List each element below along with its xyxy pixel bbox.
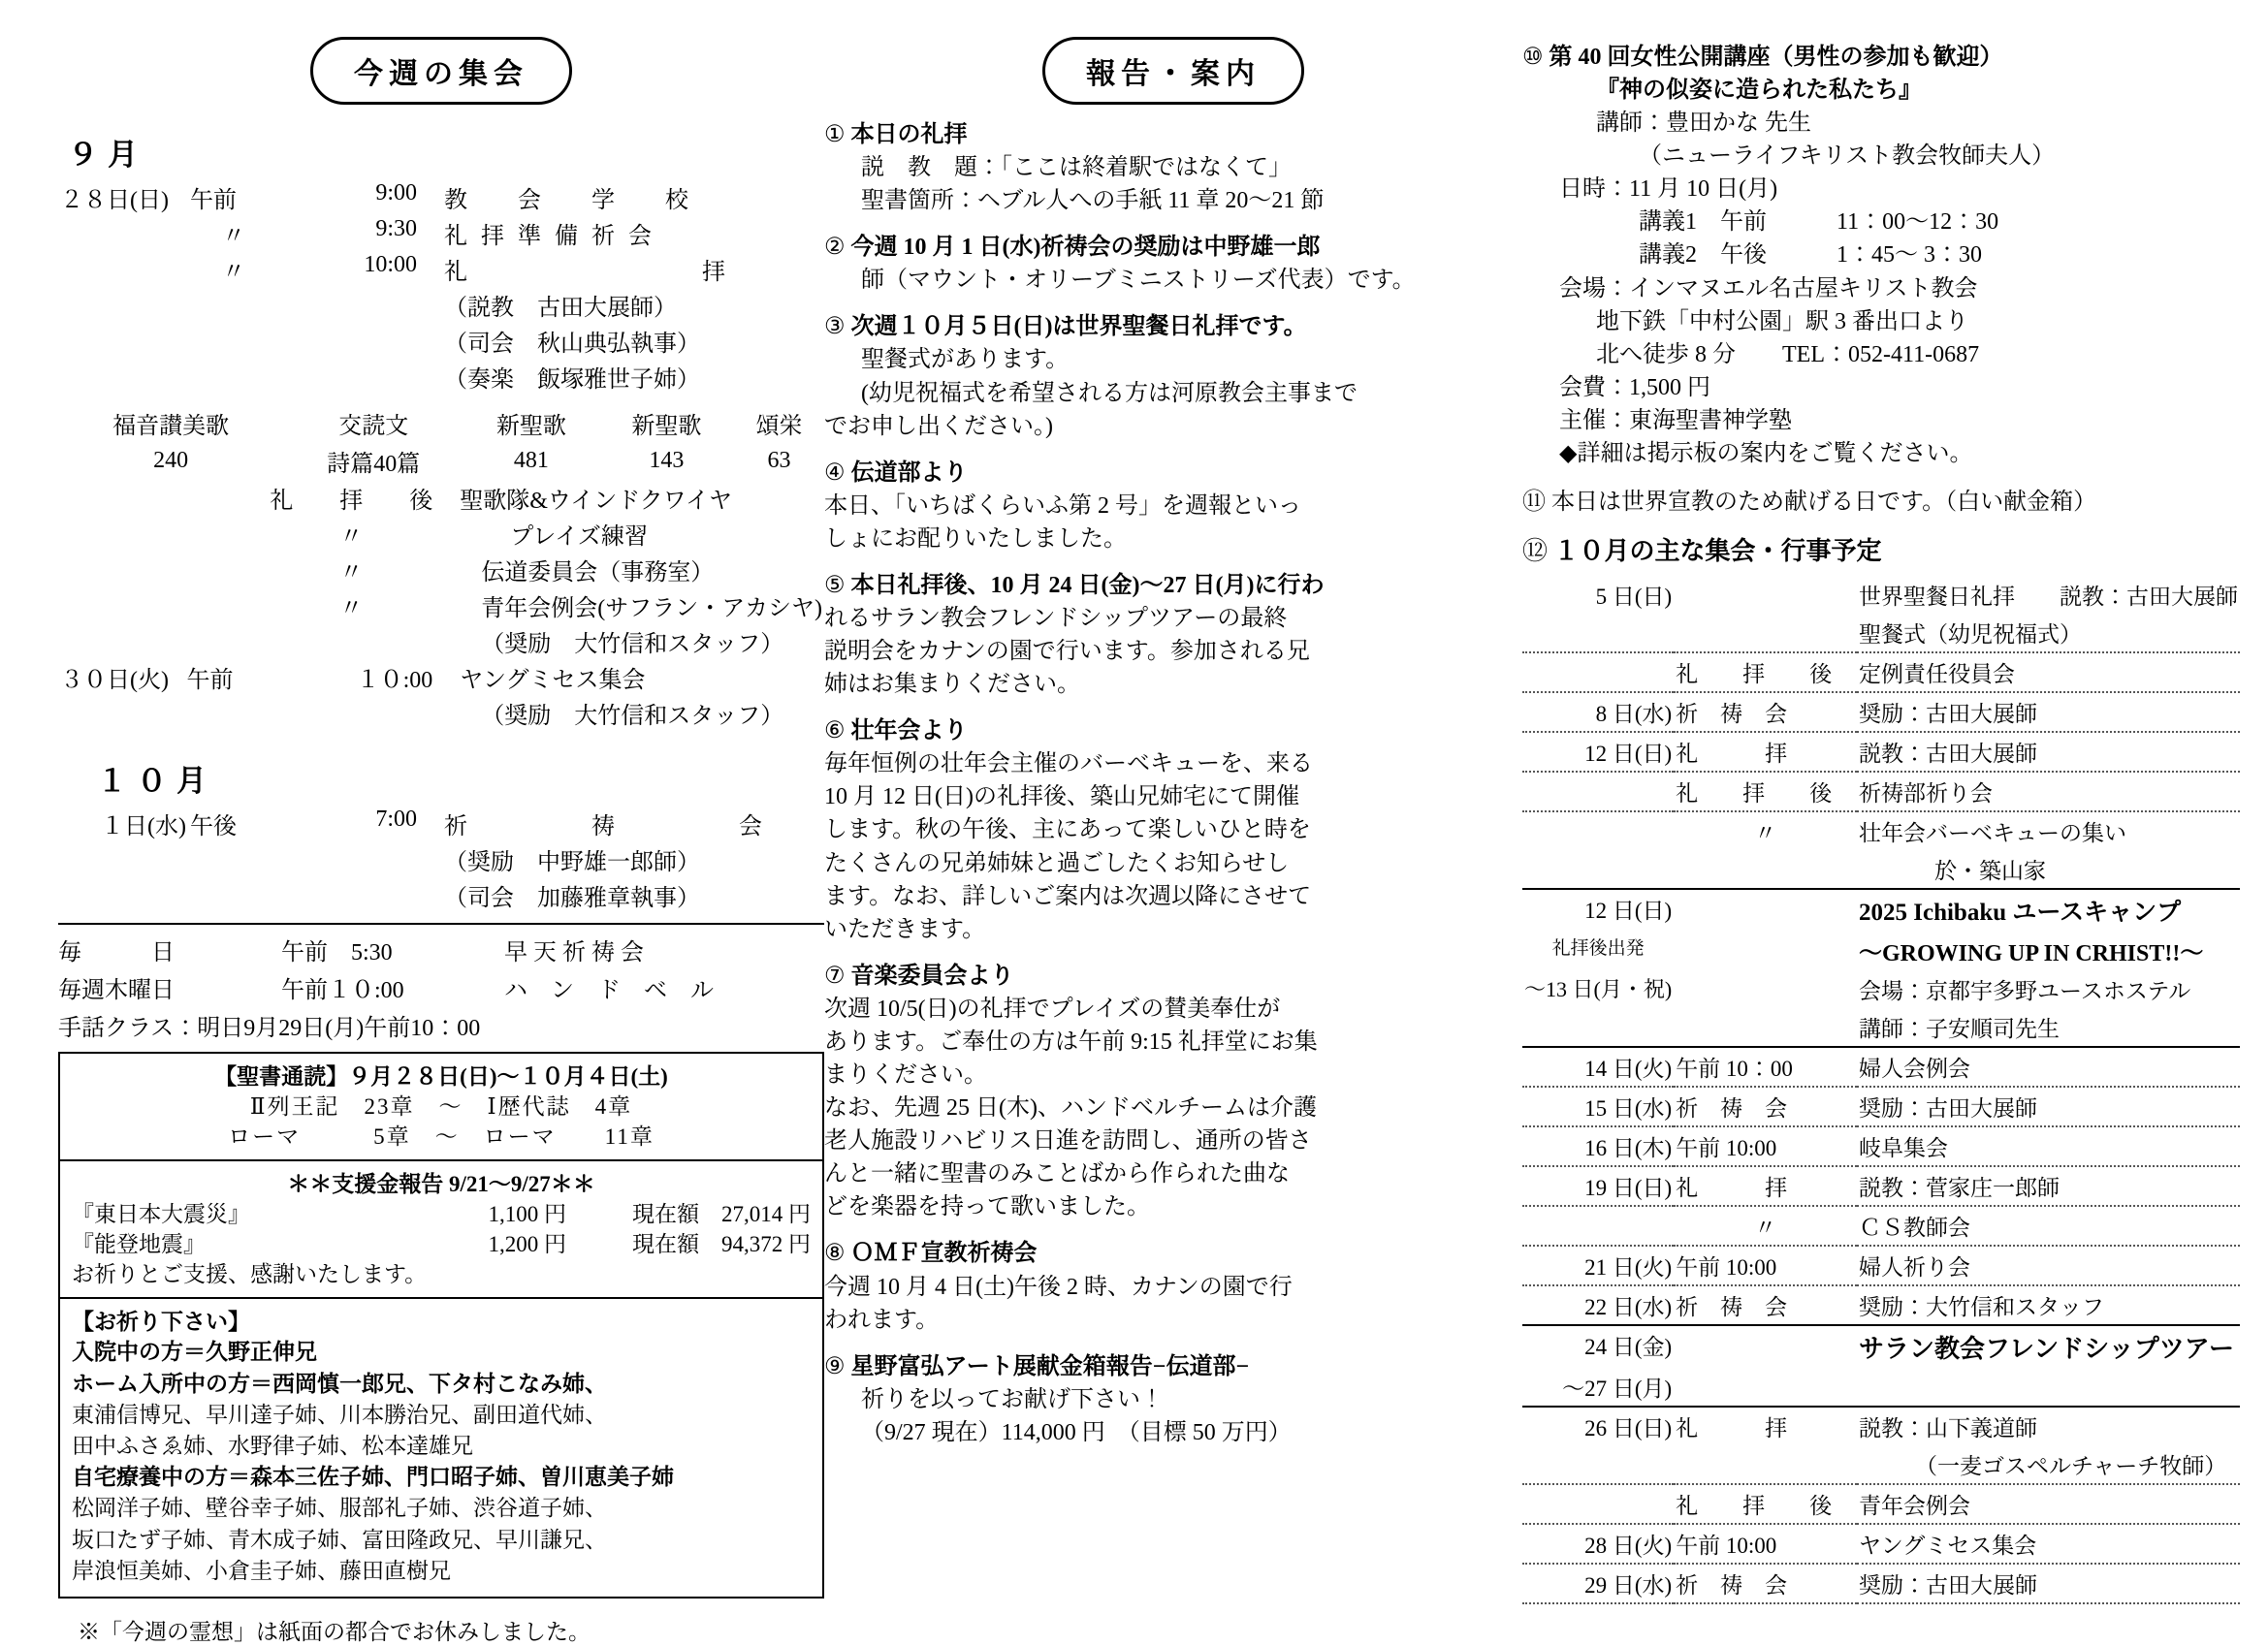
notice-item-11 [1522, 486, 2240, 519]
cal-time: 午前 10:00 [1674, 1246, 1857, 1285]
cal-time: 〃 [1754, 821, 1777, 845]
row-title: （奨励 大竹信和スタッフ） [481, 632, 784, 657]
row-time: 〃 [339, 596, 364, 621]
item-body-line: 次週 10/5(日)の礼拝でプレイズの賛美奉仕が [824, 996, 1281, 1022]
notice-line: 講義2 午後 1：45〜 3：30 [1639, 242, 1982, 269]
cal-event: サラン教会フレンドシップツアー [1859, 1335, 2235, 1363]
cal-event: 定例責任役員会 [1857, 652, 2240, 692]
cal-time: 礼 拝 後 [1674, 772, 1857, 811]
table-row [1522, 692, 2240, 732]
table-row [58, 179, 824, 215]
cal-event: 世界聖餐日礼拝 説教：古田大展師 [1859, 585, 2238, 609]
row-title: （司会 加藤雅章執事） [444, 886, 700, 911]
item-title: 音楽委員会より [850, 963, 1014, 989]
row-title: 伝道委員会（事務室） [481, 560, 715, 586]
table-row [1522, 1126, 2240, 1166]
item-body-line: 老人施設リハビリス日進を訪問し、通所の皆さ [824, 1128, 1312, 1155]
cal-event: 説教：山下義道師 [1859, 1416, 2037, 1440]
table-row [1522, 1524, 2240, 1564]
item-number: ⑦ [824, 963, 846, 989]
column-notices-and-calendar [1522, 0, 2240, 1604]
row-ampm: 午前 [190, 188, 237, 213]
cal-time: 祈 祷 会 [1674, 1564, 1857, 1603]
cal-time: 祈 祷 会 [1674, 692, 1857, 732]
cal-date: 14 日(火) [1522, 1047, 1674, 1087]
notice-line: 会場：インマヌエル名古屋キリスト教会 [1559, 275, 1978, 301]
announcement-item [824, 960, 1522, 1224]
weekly-meetings-heading: 今週の集会 [310, 37, 572, 105]
item-number: ⑧ [824, 1241, 846, 1267]
cal-event: 聖餐式（幼児祝福式） [1857, 614, 2240, 652]
announcement-item [824, 118, 1522, 217]
row-title: ヤングミセス集会 [460, 668, 646, 693]
table-row [1522, 1325, 2240, 1368]
cal-event: 壮年会バーベキューの集い [1859, 821, 2126, 845]
table-row [1522, 970, 2240, 1008]
announcement-item [824, 1350, 1522, 1449]
item-body-line: 師（マウント・オリーブミニストリーズ代表）です。 [861, 268, 1416, 294]
row-time: 9:30 [375, 216, 417, 241]
support-fund-title: ＊＊支援金報告 9/21〜9/27＊＊ [287, 1172, 595, 1197]
item-body-line: します。秋の午後、主にあって楽しいひと時を [824, 817, 1311, 843]
item-title: ＯＭＦ宣教祈祷会 [850, 1241, 1038, 1267]
table-row [1522, 889, 2240, 931]
fund-amount: 1,200 円 [488, 1232, 566, 1257]
cal-time: 礼 拝 後 [1674, 652, 1857, 692]
cal-time: 午前 10:00 [1674, 1126, 1857, 1166]
divider [60, 1159, 822, 1161]
item-body-line: んと一緒に聖書のみことばから作られた曲な [824, 1161, 1290, 1187]
september-schedule-table [58, 179, 824, 395]
row-title: 教 会 学 校 [444, 188, 702, 213]
item-body-line: あります。ご奉仕の方は午前 9:15 礼拝堂にお集 [824, 1029, 1318, 1055]
cal-event: （一麦ゴスペルチャーチ牧師） [1857, 1445, 2240, 1484]
prayer-list [72, 1337, 811, 1587]
row-ampm: 〃 [222, 224, 245, 249]
cal-event: 岐阜集会 [1857, 1126, 2240, 1166]
item-number: ④ [824, 459, 846, 486]
cal-date: 19 日(日) [1522, 1166, 1674, 1206]
hymn-value: 240 [153, 448, 189, 473]
cal-event: 奨励：古田大展師 [1857, 1087, 2240, 1126]
cal-event: 〜GROWING UP IN CRHIST!!〜 [1859, 941, 2204, 966]
cal-time: 午前 10：00 [1674, 1047, 1857, 1087]
table-row [1522, 1564, 2240, 1603]
announcement-item [824, 714, 1522, 946]
item-body-line: （9/27 現在）114,000 円 （目標 50 万円） [861, 1419, 1292, 1445]
item-body-line: まりください。 [824, 1062, 987, 1089]
sign-language-class: 手話クラス：明日9月29日(月)午前10：00 [58, 1016, 481, 1041]
item-title: 今週 10 月 1 日(水)祈祷会の奨励は中野雄一郎 [850, 235, 1321, 261]
daily-time: 午前１０:00 [281, 978, 404, 1003]
cal-event: 奨励：古田大展師 [1857, 1564, 2240, 1603]
hymn-numbers-table [58, 404, 824, 480]
october-calendar-table [1522, 576, 2240, 1604]
fund-name: 『能登地震』 [72, 1232, 206, 1257]
item-body-line: どを楽器を持って歌いました。 [824, 1194, 1150, 1220]
cal-event: 婦人会例会 [1857, 1047, 2240, 1087]
table-row [1522, 811, 2240, 850]
row-title: （説教 古田大展師） [444, 296, 677, 321]
announcement-heading [824, 118, 1522, 151]
cal-date: 16 日(木) [1522, 1126, 1674, 1166]
announcements-heading-wrap [824, 37, 1522, 105]
row-title: （司会 秋山典弘執事） [444, 332, 700, 357]
announcement-item [824, 1237, 1522, 1336]
row-time: １０:00 [356, 668, 433, 693]
hymn-header: 福音讃美歌 [112, 414, 230, 439]
prayer-line: 自宅療養中の方＝森本三佐子姉、門口昭子姉、曽川恵美子姉 [72, 1465, 674, 1490]
october-first-week-table [58, 806, 824, 913]
table-row [58, 480, 824, 516]
cal-event: 青年会例会 [1857, 1484, 2240, 1524]
table-row [58, 323, 824, 359]
row-title: プレイズ練習 [510, 524, 648, 550]
announcement-heading [824, 960, 1522, 993]
table-row [1522, 614, 2240, 652]
item-body-line: 毎年恒例の壮年会主催のバーベキューを、来る [824, 751, 1313, 777]
fund-name: 『東日本大震災』 [72, 1202, 250, 1227]
item-body-line: 祈りを以ってお献げ下さい！ [861, 1386, 1164, 1412]
announcement-item [824, 569, 1522, 701]
cal-time: 礼 拝 [1674, 732, 1857, 772]
row-title: 聖歌隊&ウインドクワイヤ [460, 489, 732, 514]
item-number: ② [824, 235, 846, 261]
cal-date: 礼拝後出発 [1551, 938, 1645, 959]
announcement-heading [824, 714, 1522, 747]
cal-time: 祈 祷 会 [1674, 1087, 1857, 1126]
fund-total: 現在額 27,014 円 [632, 1202, 811, 1227]
cal-event: 講師：子安順司先生 [1857, 1008, 2240, 1047]
table-row [1522, 1047, 2240, 1087]
item-body-line: れるサラン教会フレンドシップツアーの最終 [824, 606, 1288, 632]
item-body-line: 10 月 12 日(日)の礼拝後、築山兄姉宅にて開催 [824, 784, 1299, 810]
cal-event: 祈祷部祈り会 [1857, 772, 2240, 811]
cal-date: 21 日(火) [1522, 1246, 1674, 1285]
notice-item-12 [1522, 534, 2240, 570]
notice-line: 地下鉄「中村公園」駅 3 番出口より [1596, 308, 1968, 334]
daily-time: 午前 5:30 [281, 940, 393, 965]
item-body-line: しょにお配りいたしました。 [824, 525, 1127, 552]
item-body-line: 姉はお集まりください。 [824, 672, 1080, 698]
footer-note: ※「今週の霊想」は紙面の都合でお休みしました。 [78, 1619, 591, 1644]
announcement-heading [824, 1350, 1522, 1383]
notice-line: 日時：11 月 10 日(月) [1559, 176, 1778, 203]
item-number: ⑫ [1522, 537, 1549, 566]
item-body-line: 聖書箇所：ヘブル人への手紙 11 章 20〜21 節 [861, 188, 1325, 214]
row-time: 7:00 [375, 807, 417, 832]
row-date: １日(水) [101, 814, 186, 839]
announcement-item [824, 231, 1522, 297]
notice-line: 講義1 午前 11：00〜12：30 [1639, 209, 1999, 236]
cal-event: 会場：京都宇多野ユースホステル [1859, 979, 2191, 1003]
row-date: ３０日(火) [60, 668, 169, 693]
cal-date: 5 日(日) [1595, 585, 1673, 609]
column-announcements [824, 0, 1522, 1449]
table-row [58, 623, 824, 659]
item-title: 本日の礼拝 [850, 122, 968, 147]
row-time: 礼 拝 後 [270, 489, 433, 514]
bible-reading-line-1: Ⅱ列王記 23章 〜 Ⅰ歴代誌 4章 [249, 1094, 633, 1120]
weekly-meetings-heading-wrap [58, 37, 824, 105]
notice-subtitle: 『神の似姿に造られた私たち』 [1596, 78, 1922, 104]
announcement-heading [824, 569, 1522, 602]
cal-date: 28 日(火) [1522, 1524, 1674, 1564]
item-text: 本日は世界宣教のため献げる日です。（白い献金箱） [1551, 490, 2097, 516]
item-number: ⑨ [824, 1353, 846, 1379]
cal-time: 祈 祷 会 [1674, 1285, 1857, 1325]
table-row [58, 215, 824, 251]
announcement-item [824, 310, 1522, 442]
cal-time: 礼 拝 [1676, 1416, 1788, 1440]
hymn-header: 頌栄 [755, 414, 803, 439]
table-row [1522, 850, 2240, 889]
table-row [58, 877, 824, 913]
table-row [58, 695, 824, 731]
fund-total: 現在額 94,372 円 [632, 1232, 811, 1257]
table-row [58, 587, 824, 623]
cal-date: 15 日(水) [1522, 1087, 1674, 1126]
table-row [1522, 732, 2240, 772]
daily-meetings-table [58, 931, 824, 1006]
divider [60, 1297, 822, 1299]
daily-label: 毎週木曜日 [58, 978, 175, 1003]
cal-time: 午前 10:00 [1674, 1524, 1857, 1564]
month-label-september: ９月 [68, 138, 147, 172]
table-row [1522, 1008, 2240, 1047]
row-title: 礼 拝 準 備 祈 会 [444, 224, 655, 249]
notice-line: 北へ徒歩 8 分 TEL：052-411-0687 [1596, 341, 1980, 367]
hymn-value: 481 [513, 448, 549, 473]
hymn-header: 交読文 [338, 414, 409, 439]
row-title: （奨励 中野雄一郎師） [444, 850, 700, 875]
cal-date: 8 日(水) [1522, 692, 1674, 732]
notice-heading [1522, 41, 2240, 74]
item-title: 次週１０月５日(日)は世界聖餐日礼拝です。 [850, 314, 1307, 340]
announcement-list [824, 118, 1522, 1449]
table-row [1522, 1246, 2240, 1285]
item-title: 本日礼拝後、10 月 24 日(金)〜27 日(月)に行わ [850, 572, 1325, 598]
prayer-line: 松岡洋子姉、壁谷幸子姉、服部礼子姉、渋谷道子姉、 [72, 1496, 607, 1521]
notice-line: ◆詳細は掲示板の案内をご覧ください。 [1559, 440, 1973, 466]
row-ampm: 〃 [222, 260, 245, 285]
item-body-line: 聖餐式があります。 [861, 347, 1070, 373]
table-row [58, 659, 824, 695]
table-row [58, 931, 824, 968]
table-row [1522, 1087, 2240, 1126]
cal-event: 於・築山家 [1857, 850, 2240, 889]
item-number: ③ [824, 314, 846, 340]
bible-reading-title: 【聖書通読】９月２８日(日)〜１０月４日(土) [214, 1064, 668, 1089]
item-body-line: われます。 [824, 1307, 940, 1333]
item-body-line: 説明会をカナンの園で行います。参加される兄 [824, 639, 1310, 665]
table-row [1522, 1445, 2240, 1484]
item-body-line: 今週 10 月 4 日(土)午後 2 時、カナンの園で行 [824, 1274, 1293, 1300]
daily-event: ハ ン ド ベ ル [504, 978, 714, 1003]
prayer-line: 坂口たず子姉、青木成子姉、富田隆政兄、早川謙兄、 [72, 1527, 607, 1552]
cal-event: ヤングミセス集会 [1857, 1524, 2240, 1564]
row-date: ２８日(日) [60, 188, 169, 213]
notice-line: 会費：1,500 円 [1559, 374, 1710, 400]
after-service-table [58, 480, 824, 731]
table-row [1522, 1484, 2240, 1524]
table-row [58, 552, 824, 587]
cal-date: 〜13 日(月・祝) [1524, 977, 1673, 1001]
row-ampm: 午前 [186, 668, 234, 693]
cal-event: 婦人祈り会 [1857, 1246, 2240, 1285]
cal-date: 29 日(水) [1522, 1564, 1674, 1603]
prayer-line: 入院中の方＝久野正伸兄 [72, 1340, 317, 1365]
daily-event: 早 天 祈 祷 会 [504, 940, 644, 965]
announcement-heading [824, 1237, 1522, 1270]
prayer-line: 岸浪恒美姉、小倉圭子姉、藤田直樹兄 [72, 1558, 451, 1583]
cal-event: 奨励：古田大展師 [1857, 692, 2240, 732]
row-note: （奨励 大竹信和スタッフ） [481, 704, 784, 729]
item-body-line: 本日、「いちばくらいふ第 2 号」を週報といっ [824, 492, 1301, 519]
row-title: 祈 祷 会 [444, 814, 776, 839]
prayer-line: 東浦信博兄、早川達子姉、川本勝治兄、副田道代姉、 [72, 1402, 607, 1427]
row-time: 〃 [339, 524, 364, 550]
row-title: 青年会例会(サフラン・アカシヤ) [481, 596, 822, 621]
table-row [1522, 1206, 2240, 1246]
item-number: ⑤ [824, 572, 846, 598]
cal-time [1674, 576, 1857, 614]
table-row [1522, 652, 2240, 692]
item-body-line: なお、先週 25 日(木)、ハンドベルチームは介護 [824, 1095, 1317, 1122]
item-title: 伝道部より [850, 459, 968, 486]
item-title: 第 40 回女性公開講座（男性の参加も歓迎） [1549, 45, 2003, 70]
announcement-heading [824, 310, 1522, 343]
item-number: ⑪ [1522, 490, 1546, 516]
daily-label: 毎 日 [58, 940, 175, 965]
hymn-header: 新聖歌 [495, 414, 566, 439]
table-row [58, 968, 824, 1006]
table-row [58, 841, 824, 877]
bible-reading-line-2: ローマ 5章 〜 ローマ 11章 [228, 1124, 655, 1150]
cal-event: 2025 Ichibaku ユースキャンプ [1859, 900, 2182, 926]
row-time: 9:00 [375, 180, 417, 206]
table-row [58, 442, 824, 480]
table-row [58, 516, 824, 552]
item-body-line: いただきます。 [824, 916, 986, 942]
row-title: （奏楽 飯塚雅世子姉） [444, 367, 700, 393]
cal-event: 説教：菅家庄一郎師 [1857, 1166, 2240, 1206]
notice-line: 主催：東海聖書神学塾 [1559, 407, 1792, 433]
table-row [58, 806, 824, 841]
cal-event: 説教：古田大展師 [1857, 732, 2240, 772]
fund-amount: 1,100 円 [488, 1202, 566, 1227]
row-ampm: 午後 [190, 814, 237, 839]
cal-time: 礼 拝 後 [1674, 1484, 1857, 1524]
fund-row [72, 1199, 811, 1229]
cal-date: 26 日(日) [1584, 1416, 1673, 1440]
fund-thanks: お祈りとご支援、感謝いたします。 [72, 1262, 428, 1287]
cal-date: 12 日(日) [1522, 732, 1674, 772]
table-row [1522, 931, 2240, 970]
item-body-line: 説 教 題：「ここは終着駅ではなくて」 [861, 155, 1292, 181]
column-weekly-meetings [58, 0, 824, 1646]
table-row [1522, 1368, 2240, 1407]
row-time: 10:00 [364, 252, 417, 277]
prayer-line: ホーム入所中の方＝西岡慎一郎兄、下タ村こなみ姉、 [72, 1371, 607, 1396]
item-number: ① [824, 122, 846, 147]
item-body-line: でお申し出ください。) [824, 413, 1053, 439]
divider [58, 923, 824, 925]
table-row [1522, 1166, 2240, 1206]
table-row [1522, 772, 2240, 811]
item-title: 壮年会より [850, 718, 968, 744]
table-row [58, 251, 824, 287]
cal-event: ＣＳ教師会 [1857, 1206, 2240, 1246]
hymn-header: 新聖歌 [631, 414, 702, 439]
item-body-line: (幼児祝福式を希望される方は河原教会主事まで [861, 380, 1358, 406]
table-row [58, 287, 824, 323]
table-row [1522, 576, 2240, 614]
cal-time: 〃 [1674, 1206, 1857, 1246]
cal-event: 奨励：大竹信和スタッフ [1857, 1285, 2240, 1325]
item-number: ⑩ [1522, 45, 1544, 70]
prayer-line: 田中ふさゑ姉、水野律子姉、松本達雄兄 [72, 1433, 473, 1458]
cal-time: 礼 拝 [1674, 1166, 1857, 1206]
announcement-heading [824, 457, 1522, 490]
announcement-item [824, 457, 1522, 555]
cal-date: 24 日(金) [1584, 1335, 1673, 1359]
cal-date: 12 日(日) [1584, 899, 1673, 923]
hymn-value: 詩篇40篇 [327, 452, 421, 477]
announcements-heading: 報告・案内 [1042, 37, 1304, 105]
row-title: 礼 拝 [444, 260, 739, 285]
notice-item-10 [1522, 41, 2240, 470]
hymn-value: 63 [767, 448, 791, 473]
table-row [58, 359, 824, 395]
item-body-line: たくさんの兄弟姉妹と過ごしたくお知らせし [824, 850, 1290, 876]
cal-date: 22 日(水) [1522, 1285, 1674, 1325]
notice-line: （ニューライフキリスト教会牧師夫人） [1639, 143, 2056, 170]
hymn-value: 143 [649, 448, 685, 473]
table-row [58, 404, 824, 442]
row-time: 〃 [339, 560, 364, 586]
fund-row [72, 1229, 811, 1259]
prayer-request-title: 【お祈り下さい】 [72, 1310, 250, 1335]
announcement-heading [824, 231, 1522, 264]
item-title: １０月の主な集会・行事予定 [1553, 537, 1882, 566]
bible-reading-box [58, 1052, 824, 1599]
item-body-line: ます。なお、詳しいご案内は次週以降にさせて [824, 883, 1312, 909]
item-number: ⑥ [824, 718, 846, 744]
table-row [1522, 1285, 2240, 1325]
cal-date: 〜27 日(月) [1522, 1368, 1674, 1407]
table-row [1522, 1407, 2240, 1445]
notice-line: 講師：豊田かな 先生 [1596, 111, 1811, 137]
item-title: 星野富弘アート展献金箱報告−伝道部− [850, 1353, 1250, 1379]
month-label-october: １０月 [97, 764, 216, 798]
